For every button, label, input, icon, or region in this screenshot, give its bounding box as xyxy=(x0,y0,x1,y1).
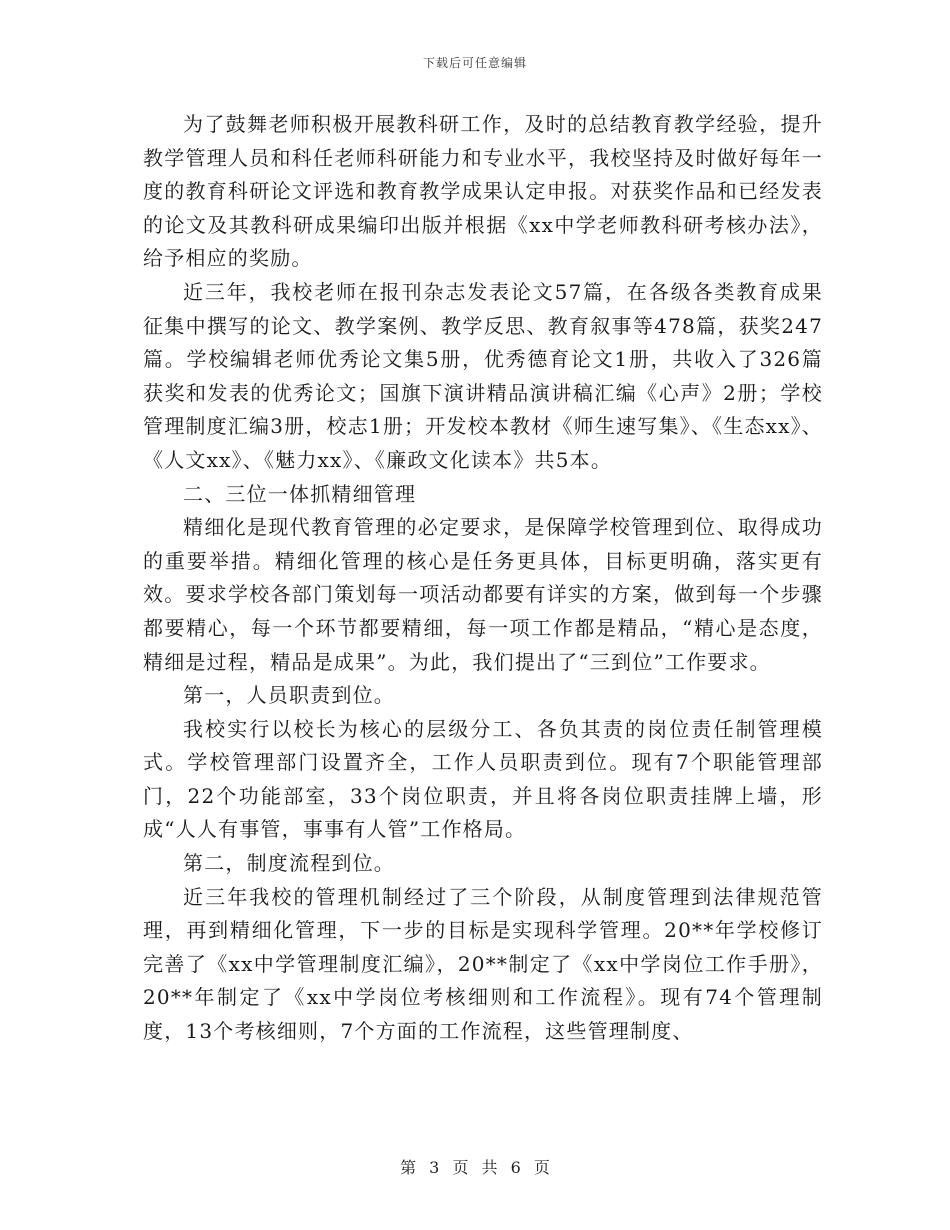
subheading-staff-duties: 第一，人员职责到位。 xyxy=(183,683,395,708)
section-heading-fine-management: 二、三位一体抓精细管理 xyxy=(183,481,417,506)
page-number-footer: 第 3 页 共 6 页 xyxy=(400,1158,550,1177)
paragraph-publication-stats: 近三年，我校老师在报刊杂志发表论文57篇，在各级各类教育成果征集中撰写的论文、教学案例、教学反思、教育叙事等478篇，获奖247篇。学校编辑老师优秀论文集5册，优秀德育论文1册，共收入了326篇获奖和发表的优秀论文；国旗下演讲精品演讲稿汇编《心声》2册；学校管理制度汇编3册，校志1册；开发校本教材《师生速写集》、《生态xx》、《人文xx》、《魅力xx》、《廉政文化读本》共5本。 xyxy=(143,279,824,472)
paragraph-fine-management: 精细化是现代教育管理的必定要求，是保障学校管理到位、取得成功的重要举措。精细化管理的核心是任务更具体，目标更明确，落实更有效。要求学校各部门策划每一项活动都要有详实的方案，做到每一个步骤都要精心，每一个环节都要精细，每一项工作都是精品，“精心是态度，精细是过程，精品是成果”。为此，我们提出了“三到位”工作要求。 xyxy=(143,515,823,674)
paragraph-staff-duties: 我校实行以校长为核心的层级分工、各负其责的岗位责任制管理模式。学校管理部门设置齐全，工作人员职责到位。现有7个职能管理部门，22个功能部室，33个岗位职责，并且将各岗位职责挂牌上墙，形成“人人有事管，事事有人管”工作格局。 xyxy=(143,716,823,842)
paragraph-research-awards: 为了鼓舞老师积极开展教科研工作，及时的总结教育教学经验，提升教学管理人员和科任老师科研能力和专业水平，我校坚持及时做好每年一度的教育科研论文评选和教育教学成果认定申报。对获奖作品和已经发表的论文及其教科研成果编印出版并根据《xx中学老师教科研考核办法》，给予相应的奖励。 xyxy=(143,112,823,271)
subheading-system-process: 第二，制度流程到位。 xyxy=(183,851,395,876)
header-note: 下载后可任意编辑 xyxy=(422,56,527,70)
paragraph-system-process: 近三年我校的管理机制经过了三个阶段，从制度管理到法律规范管理，再到精细化管理，下一步的目标是实现科学管理。20**年学校修订完善了《xx中学管理制度汇编》，20**制定了《xx中学岗位工作手册》，20**年制定了《xx中学岗位考核细则和工作流程》。现有74个管理制度，13个考核细则，7个方面的工作流程，这些管理制度、 xyxy=(143,884,823,1044)
document-body xyxy=(143,108,823,1049)
